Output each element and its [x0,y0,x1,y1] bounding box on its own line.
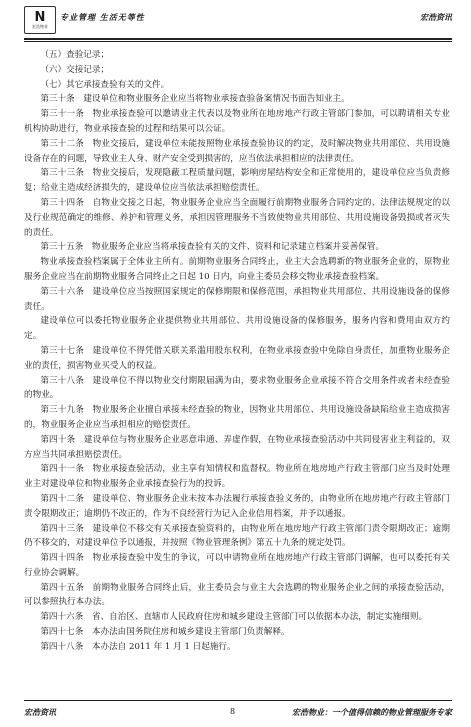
article-paragraph: 第四十一条 物业承接查验活动，业主享有知情权和监督权。物业所在地房地产行政主管部门应当及时处理业主对建设单位和物业服务企业承接查验行为的投诉。 [24,464,450,490]
page-number: 8 [230,707,236,716]
article-paragraph: 第三十条 建设单位和物业服务企业应当将物业承接查验备案情况书面告知业主。 [40,94,350,105]
article-paragraph: 第三十五条 物业服务企业应当将承接查验有关的文件、资料和记录建立档案并妥善保管。 [40,242,385,253]
page-header [24,0,452,47]
logo-mark: N [34,10,46,25]
article-paragraph: 第四十五条 前期物业服务合同终止后，业主委员会与业主大会选聘的物业服务企业之间的承接查验活动，可以参照执行本办法。 [24,582,450,608]
article-paragraph: 第四十三条 建设单位不移交有关承接查验资料的，由物业所在地房地产行政主管部门责令限期改正；逾期仍不移交的，对建设单位予以通报，并按照《物业管理条例》第五十九条的规定处罚。 [24,523,450,549]
footer-tagline: 宏浩物业：一个值得信赖的物业管理服务专家 [292,707,452,717]
company-logo [24,6,56,34]
article-paragraph: 建设单位可以委托物业服务企业提供物业共用部位、共用设施设备的保修服务，服务内容和费用由双方约定。 [24,316,450,342]
footer-rule [24,700,452,701]
list-item: （七）其它承接查验有关的文件。 [40,79,170,90]
article-paragraph: 第四十八条 本办法自 2011 年 1 月 1 日起施行。 [40,641,236,652]
article-paragraph: 第四十七条 本办法由国务院住房和城乡建设主管部门负责解释。 [40,627,290,638]
header-rule [24,38,452,40]
article-paragraph: 第四十二条 建设单位、物业服务企业未按本办法履行承接查验义务的，由物业所在地房地产行政主管部门责令限期改正；逾期仍不改正的，作为不良经营行为记入企业信用档案，并予以通报。 [24,493,450,519]
article-paragraph: 第三十九条 物业服务企业擅自承接未经查验的物业，因物业共用部位、共用设施设备缺陷给业主造成损害的，物业服务企业应当承担相应的赔偿责任。 [24,405,450,430]
header-brand: 宏浩资讯 [420,12,452,22]
article-paragraph: 第三十八条 建设单位不得以物业交付期限届满为由，要求物业服务企业承接不符合交用条件或者未经查验的物业。 [24,375,450,401]
article-paragraph: 第三十三条 物业交接后，发现隐蔽工程质量问题，影响房屋结构安全和正常使用的，建设单位应当负责修复；给业主造成经济损失的，建设单位应当依法承担赔偿责任。 [24,168,450,194]
page-footer [24,700,452,722]
header-slogan: 专业管理 生活无等性 [60,12,145,22]
header-rule-thin [24,41,452,42]
article-paragraph: 物业承接查验档案属于全体业主所有。前期物业服务合同终止，业主大会选聘新的物业服务企业的，原物业服务企业应当在前期物业服务合同终止之日起 10 日内，向业主委员会移交物业承接查验档案。 [24,257,450,282]
article-paragraph: 第三十四条 自物业交接之日起，物业服务企业应当全面履行前期物业服务合同约定的、法律法规规定的以及行业规范确定的维修、养护和管理义务，承担因管理服务不当致使物业共用部位、共用设施设备毁损或者灭失的责任。 [24,197,450,238]
list-item: （五）查验记录； [40,50,110,60]
list-item: （六）交接记录； [40,64,110,75]
article-paragraph: 第三十六条 建设单位应当按照国家规定的保修期限和保修范围，承担物业共用部位、共用设施设备的保修责任。 [24,286,450,312]
article-paragraph: 第四十四条 物业承接查验中发生的争议，可以申请物业所在地房地产行政主管部门调解，也可以委托有关行业协会调解。 [24,553,450,578]
article-paragraph: 第三十七条 建设单位不得凭借关联关系滥用股东权利，在物业承接查验中免除自身责任，加重物业服务企业的责任，损害物业买受人的权益。 [24,345,450,371]
article-paragraph: 第三十二条 物业交接后，建设单位未能按照物业承接查验协议的约定，及时解决物业共用部位、共用设施设备存在的问题，导致业主人身、财产安全受到损害的，应当依法承担相应的法律责任。 [24,138,450,164]
footer-brand: 宏浩资讯 [24,707,56,717]
logo-subtext: 宏浩物业 [32,24,48,29]
article-paragraph: 第四十条 建设单位与物业服务企业恶意串通、弄虚作假，在物业承接查验活动中共同侵害业主利益的，双方应当共同承担赔偿责任。 [24,434,450,460]
article-paragraph: 第三十一条 物业承接查验可以邀请业主代表以及物业所在地房地产行政主管部门参加，可以聘请相关专业机构协助进行，物业承接查验的过程和结果可以公证。 [24,109,450,134]
article-paragraph: 第四十六条 省、自治区、直辖市人民政府住房和城乡建设主管部门可以依据本办法，制定实施细则。 [40,612,428,623]
document-body [24,48,450,655]
